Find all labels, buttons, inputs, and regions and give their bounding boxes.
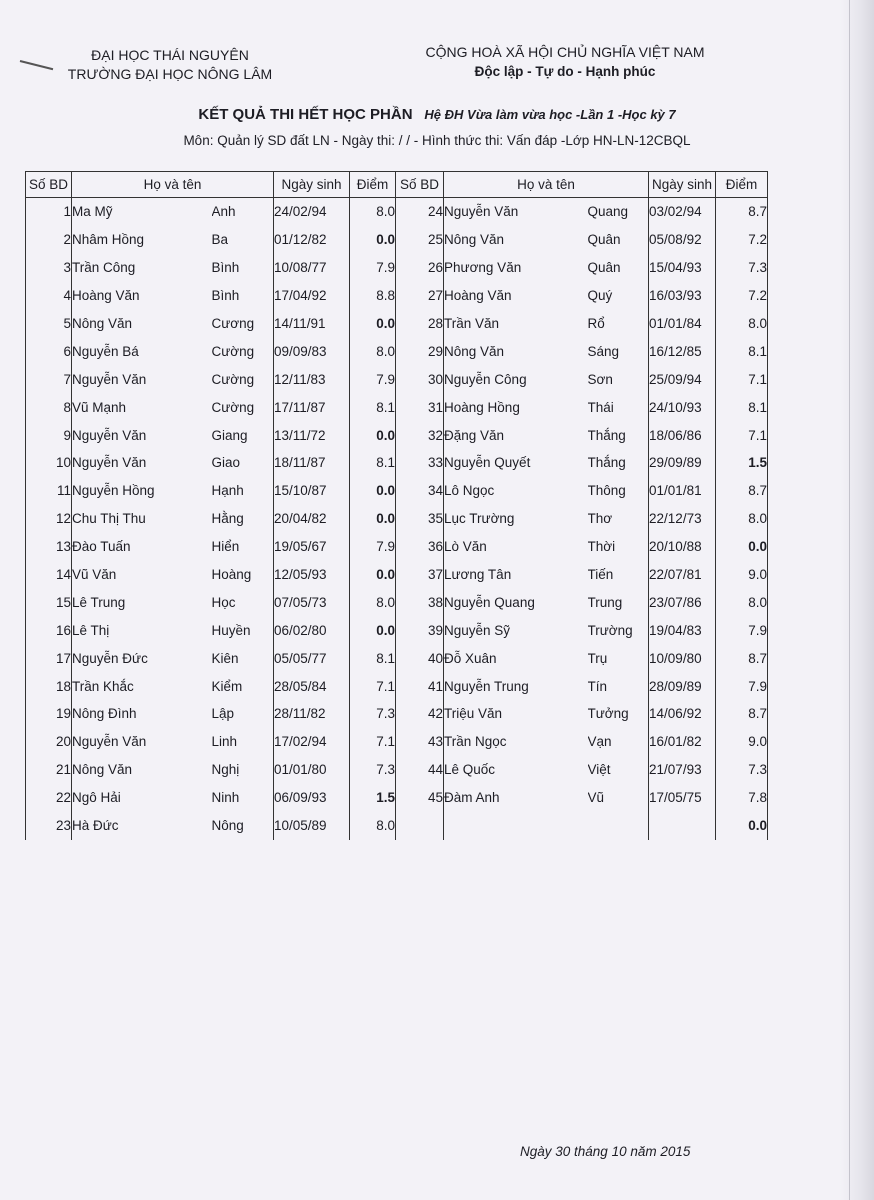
cell-sbd: 26 xyxy=(396,254,444,282)
cell-last: Nguyễn Quang xyxy=(444,588,588,616)
cell-last: Nhâm Hồng xyxy=(72,226,212,254)
cell-sbd: 3 xyxy=(26,254,72,282)
cell-last: Chu Thị Thu xyxy=(72,505,212,533)
cell-dob: 22/07/81 xyxy=(649,561,716,589)
cell-last: Hà Đức xyxy=(72,812,212,840)
cell-score: 0.0 xyxy=(350,310,396,338)
cell-dob: 16/03/93 xyxy=(649,282,716,310)
table-row xyxy=(26,505,768,533)
cell-last: Lê Quốc xyxy=(444,756,588,784)
cell-first: Lập xyxy=(212,700,274,728)
cell-last: Đàm Anh xyxy=(444,784,588,812)
cell-score: 1.5 xyxy=(716,449,768,477)
cell-score: 8.8 xyxy=(350,282,396,310)
cell-dob: 24/02/94 xyxy=(274,198,350,226)
cell-first: Thắng xyxy=(588,421,649,449)
cell-last: Đặng Văn xyxy=(444,421,588,449)
cell-last: Nông Văn xyxy=(444,226,588,254)
cell-score: 8.0 xyxy=(716,588,768,616)
cell-score: 8.0 xyxy=(716,310,768,338)
cell-first: Quang xyxy=(588,198,649,226)
cell-sbd xyxy=(396,812,444,840)
cell-dob: 29/09/89 xyxy=(649,449,716,477)
university-name: ĐẠI HỌC THÁI NGUYÊN xyxy=(91,47,249,63)
cell-first: Thắng xyxy=(588,449,649,477)
country-name: CỘNG HOÀ XÃ HỘI CHỦ NGHĨA VIỆT NAM xyxy=(425,44,705,60)
cell-last: Nguyễn Hồng xyxy=(72,477,212,505)
table-row xyxy=(26,282,768,310)
cell-dob: 10/09/80 xyxy=(649,644,716,672)
cell-score: 8.7 xyxy=(716,644,768,672)
table-row xyxy=(26,812,768,840)
cell-first: Việt xyxy=(588,756,649,784)
cell-sbd: 44 xyxy=(396,756,444,784)
cell-dob: 16/01/82 xyxy=(649,728,716,756)
cell-dob: 01/01/81 xyxy=(649,477,716,505)
cell-first: Cường xyxy=(212,393,274,421)
cell-last: Vũ Mạnh xyxy=(72,393,212,421)
cell-sbd: 6 xyxy=(26,337,72,365)
table-row xyxy=(26,700,768,728)
cell-first: Trung xyxy=(588,588,649,616)
cell-dob: 17/11/87 xyxy=(274,393,350,421)
cell-score: 0.0 xyxy=(716,533,768,561)
cell-last: Hoàng Văn xyxy=(444,282,588,310)
cell-first: Nghị xyxy=(212,756,274,784)
col-header-sbd: Số BD xyxy=(26,172,72,198)
cell-score: 7.3 xyxy=(716,254,768,282)
cell-last: Nguyễn Văn xyxy=(72,728,212,756)
cell-dob: 28/09/89 xyxy=(649,672,716,700)
cell-last: Nguyễn Văn xyxy=(444,198,588,226)
table-row xyxy=(26,616,768,644)
cell-score: 8.7 xyxy=(716,198,768,226)
cell-last: Ngô Hải xyxy=(72,784,212,812)
cell-dob: 22/12/73 xyxy=(649,505,716,533)
cell-score: 7.1 xyxy=(350,672,396,700)
cell-first: Sáng xyxy=(588,337,649,365)
cell-last: Phương Văn xyxy=(444,254,588,282)
col-header-dob: Ngày sinh xyxy=(649,172,716,198)
table-row xyxy=(26,561,768,589)
results-table xyxy=(25,171,768,840)
cell-first: Thời xyxy=(588,533,649,561)
cell-first: Kiểm xyxy=(212,672,274,700)
col-header-name: Họ và tên xyxy=(72,172,274,198)
cell-dob: 13/11/72 xyxy=(274,421,350,449)
cell-score: 8.1 xyxy=(350,449,396,477)
table-body xyxy=(26,198,768,840)
national-header xyxy=(400,42,730,82)
cell-sbd: 22 xyxy=(26,784,72,812)
cell-sbd: 8 xyxy=(26,393,72,421)
cell-score: 0.0 xyxy=(350,616,396,644)
cell-sbd: 23 xyxy=(26,812,72,840)
cell-score: 7.9 xyxy=(716,672,768,700)
cell-dob: 10/05/89 xyxy=(274,812,350,840)
cell-first: Cường xyxy=(212,337,274,365)
document-title xyxy=(0,106,874,123)
cell-score: 7.2 xyxy=(716,226,768,254)
cell-first: Cương xyxy=(212,310,274,338)
cell-score: 0.0 xyxy=(350,421,396,449)
title-sub: Hệ ĐH Vừa làm vừa học -Lần 1 -Học kỳ 7 xyxy=(424,107,676,122)
cell-first: Giang xyxy=(212,421,274,449)
col-header-sbd: Số BD xyxy=(396,172,444,198)
cell-first: Thái xyxy=(588,393,649,421)
cell-score: 8.1 xyxy=(350,644,396,672)
cell-dob: 28/11/82 xyxy=(274,700,350,728)
cell-sbd: 14 xyxy=(26,561,72,589)
table-row xyxy=(26,421,768,449)
cell-last: Nguyễn Bá xyxy=(72,337,212,365)
cell-dob: 24/10/93 xyxy=(649,393,716,421)
cell-sbd: 10 xyxy=(26,449,72,477)
cell-sbd: 20 xyxy=(26,728,72,756)
cell-dob: 14/11/91 xyxy=(274,310,350,338)
table-row xyxy=(26,644,768,672)
cell-dob: 06/09/93 xyxy=(274,784,350,812)
cell-score: 7.9 xyxy=(350,533,396,561)
cell-last: Lê Trung xyxy=(72,588,212,616)
table-row xyxy=(26,393,768,421)
cell-dob: 17/02/94 xyxy=(274,728,350,756)
cell-score: 9.0 xyxy=(716,561,768,589)
cell-first: Vũ xyxy=(588,784,649,812)
cell-score: 7.9 xyxy=(350,254,396,282)
cell-sbd: 12 xyxy=(26,505,72,533)
cell-score: 8.0 xyxy=(350,337,396,365)
cell-sbd: 37 xyxy=(396,561,444,589)
col-header-score: Điểm xyxy=(350,172,396,198)
cell-first: Tín xyxy=(588,672,649,700)
cell-dob: 15/10/87 xyxy=(274,477,350,505)
cell-last: Trần Khắc xyxy=(72,672,212,700)
cell-sbd: 1 xyxy=(26,198,72,226)
cell-last: Vũ Văn xyxy=(72,561,212,589)
table-row xyxy=(26,226,768,254)
cell-dob: 05/08/92 xyxy=(649,226,716,254)
cell-sbd: 34 xyxy=(396,477,444,505)
cell-dob: 01/01/80 xyxy=(274,756,350,784)
cell-sbd: 15 xyxy=(26,588,72,616)
cell-dob: 14/06/92 xyxy=(649,700,716,728)
table-row xyxy=(26,728,768,756)
col-header-name: Họ và tên xyxy=(444,172,649,198)
cell-sbd: 24 xyxy=(396,198,444,226)
cell-score: 7.8 xyxy=(716,784,768,812)
cell-last: Nguyễn Văn xyxy=(72,421,212,449)
table-row xyxy=(26,449,768,477)
cell-first: Tiến xyxy=(588,561,649,589)
cell-last: Hoàng Văn xyxy=(72,282,212,310)
cell-sbd: 43 xyxy=(396,728,444,756)
cell-last: Nông Văn xyxy=(72,310,212,338)
cell-score: 8.0 xyxy=(716,505,768,533)
cell-first: Hằng xyxy=(212,505,274,533)
table-row xyxy=(26,254,768,282)
cell-score: 7.3 xyxy=(350,756,396,784)
national-motto: Độc lập - Tự do - Hạnh phúc xyxy=(474,64,656,79)
cell-sbd: 13 xyxy=(26,533,72,561)
cell-first: Linh xyxy=(212,728,274,756)
cell-sbd: 25 xyxy=(396,226,444,254)
cell-score: 0.0 xyxy=(350,561,396,589)
cell-last: Nguyễn Văn xyxy=(72,365,212,393)
table-row xyxy=(26,337,768,365)
col-header-dob: Ngày sinh xyxy=(274,172,350,198)
cell-sbd: 45 xyxy=(396,784,444,812)
cell-first: Ba xyxy=(212,226,274,254)
cell-score: 8.1 xyxy=(350,393,396,421)
cell-sbd: 29 xyxy=(396,337,444,365)
cell-first: Vạn xyxy=(588,728,649,756)
cell-score: 1.5 xyxy=(350,784,396,812)
cell-sbd: 27 xyxy=(396,282,444,310)
cell-last: Nông Đình xyxy=(72,700,212,728)
cell-first: Sơn xyxy=(588,365,649,393)
cell-dob: 23/07/86 xyxy=(649,588,716,616)
page-edge-shadow xyxy=(840,0,874,1200)
cell-last: Lô Ngọc xyxy=(444,477,588,505)
school-name: TRƯỜNG ĐẠI HỌC NÔNG LÂM xyxy=(67,66,273,82)
cell-sbd: 36 xyxy=(396,533,444,561)
cell-score: 8.0 xyxy=(350,588,396,616)
cell-dob: 15/04/93 xyxy=(649,254,716,282)
table-row xyxy=(26,784,768,812)
institution-header xyxy=(40,46,300,84)
cell-sbd: 18 xyxy=(26,672,72,700)
cell-last: Lê Thị xyxy=(72,616,212,644)
cell-sbd: 5 xyxy=(26,310,72,338)
cell-sbd: 39 xyxy=(396,616,444,644)
cell-score: 8.1 xyxy=(716,337,768,365)
cell-score: 8.7 xyxy=(716,700,768,728)
cell-first: Quân xyxy=(588,226,649,254)
cell-last: Ma Mỹ xyxy=(72,198,212,226)
cell-dob: 19/04/83 xyxy=(649,616,716,644)
cell-first: Bình xyxy=(212,254,274,282)
table-row xyxy=(26,533,768,561)
cell-sbd: 38 xyxy=(396,588,444,616)
cell-sbd: 16 xyxy=(26,616,72,644)
cell-last: Triệu Văn xyxy=(444,700,588,728)
cell-last: Hoàng Hồng xyxy=(444,393,588,421)
cell-first: Hoàng xyxy=(212,561,274,589)
cell-score: 7.3 xyxy=(350,700,396,728)
cell-sbd: 31 xyxy=(396,393,444,421)
table-row xyxy=(26,588,768,616)
cell-last: Lò Văn xyxy=(444,533,588,561)
cell-last: Nguyễn Công xyxy=(444,365,588,393)
cell-first: Giao xyxy=(212,449,274,477)
cell-score: 0.0 xyxy=(350,226,396,254)
table-row xyxy=(26,477,768,505)
cell-dob xyxy=(649,812,716,840)
cell-dob: 01/01/84 xyxy=(649,310,716,338)
cell-last: Đỗ Xuân xyxy=(444,644,588,672)
cell-score: 7.1 xyxy=(716,365,768,393)
cell-dob: 03/02/94 xyxy=(649,198,716,226)
table-row xyxy=(26,310,768,338)
cell-sbd: 30 xyxy=(396,365,444,393)
cell-first: Thơ xyxy=(588,505,649,533)
cell-first: Cường xyxy=(212,365,274,393)
cell-dob: 17/04/92 xyxy=(274,282,350,310)
cell-last: Nông Văn xyxy=(72,756,212,784)
cell-dob: 16/12/85 xyxy=(649,337,716,365)
col-header-score: Điểm xyxy=(716,172,768,198)
cell-score: 7.1 xyxy=(350,728,396,756)
cell-last: Trần Ngọc xyxy=(444,728,588,756)
cell-score: 8.0 xyxy=(350,198,396,226)
cell-score: 7.9 xyxy=(350,365,396,393)
cell-first: Học xyxy=(212,588,274,616)
cell-dob: 10/08/77 xyxy=(274,254,350,282)
cell-dob: 12/05/93 xyxy=(274,561,350,589)
cell-dob: 05/05/77 xyxy=(274,644,350,672)
cell-dob: 09/09/83 xyxy=(274,337,350,365)
cell-sbd: 2 xyxy=(26,226,72,254)
cell-first: Kiên xyxy=(212,644,274,672)
cell-sbd: 11 xyxy=(26,477,72,505)
cell-score: 8.1 xyxy=(716,393,768,421)
cell-score: 8.7 xyxy=(716,477,768,505)
cell-last: Đào Tuấn xyxy=(72,533,212,561)
cell-dob: 06/02/80 xyxy=(274,616,350,644)
cell-sbd: 28 xyxy=(396,310,444,338)
table-row xyxy=(26,672,768,700)
table-row xyxy=(26,756,768,784)
cell-dob: 17/05/75 xyxy=(649,784,716,812)
table-row xyxy=(26,365,768,393)
cell-first: Anh xyxy=(212,198,274,226)
cell-last: Nguyễn Sỹ xyxy=(444,616,588,644)
cell-first: Trường xyxy=(588,616,649,644)
cell-first: Quý xyxy=(588,282,649,310)
cell-dob: 20/10/88 xyxy=(649,533,716,561)
cell-first xyxy=(588,812,649,840)
cell-sbd: 17 xyxy=(26,644,72,672)
cell-sbd: 4 xyxy=(26,282,72,310)
cell-first: Hạnh xyxy=(212,477,274,505)
cell-dob: 20/04/82 xyxy=(274,505,350,533)
table-row xyxy=(26,198,768,226)
cell-sbd: 41 xyxy=(396,672,444,700)
cell-dob: 25/09/94 xyxy=(649,365,716,393)
cell-sbd: 35 xyxy=(396,505,444,533)
cell-last: Nguyễn Trung xyxy=(444,672,588,700)
cell-last xyxy=(444,812,588,840)
cell-score: 0.0 xyxy=(350,477,396,505)
cell-dob: 19/05/67 xyxy=(274,533,350,561)
cell-dob: 18/11/87 xyxy=(274,449,350,477)
cell-score: 0.0 xyxy=(716,812,768,840)
cell-score: 9.0 xyxy=(716,728,768,756)
cell-first: Trụ xyxy=(588,644,649,672)
cell-first: Ninh xyxy=(212,784,274,812)
cell-first: Bình xyxy=(212,282,274,310)
cell-dob: 12/11/83 xyxy=(274,365,350,393)
cell-sbd: 32 xyxy=(396,421,444,449)
table-header-row xyxy=(26,172,768,198)
cell-first: Rổ xyxy=(588,310,649,338)
signature-date: Ngày 30 tháng 10 năm 2015 xyxy=(520,1144,691,1159)
cell-first: Huyền xyxy=(212,616,274,644)
cell-sbd: 40 xyxy=(396,644,444,672)
cell-score: 7.2 xyxy=(716,282,768,310)
exam-info: Môn: Quản lý SD đất LN - Ngày thi: / / - Hình thức thi: Vấn đáp -Lớp HN-LN-12CBQL xyxy=(183,133,691,148)
cell-last: Nông Văn xyxy=(444,337,588,365)
cell-score: 7.3 xyxy=(716,756,768,784)
cell-last: Trần Công xyxy=(72,254,212,282)
cell-dob: 28/05/84 xyxy=(274,672,350,700)
cell-last: Lục Trường xyxy=(444,505,588,533)
cell-last: Lương Tân xyxy=(444,561,588,589)
cell-dob: 21/07/93 xyxy=(649,756,716,784)
cell-dob: 01/12/82 xyxy=(274,226,350,254)
cell-first: Quân xyxy=(588,254,649,282)
cell-first: Hiển xyxy=(212,533,274,561)
cell-score: 0.0 xyxy=(350,505,396,533)
cell-first: Nông xyxy=(212,812,274,840)
cell-dob: 18/06/86 xyxy=(649,421,716,449)
page-edge-line xyxy=(849,0,850,1200)
cell-last: Nguyễn Văn xyxy=(72,449,212,477)
cell-dob: 07/05/73 xyxy=(274,588,350,616)
cell-score: 7.1 xyxy=(716,421,768,449)
cell-sbd: 19 xyxy=(26,700,72,728)
cell-first: Tưởng xyxy=(588,700,649,728)
cell-sbd: 33 xyxy=(396,449,444,477)
cell-last: Trần Văn xyxy=(444,310,588,338)
cell-score: 8.0 xyxy=(350,812,396,840)
cell-first: Thông xyxy=(588,477,649,505)
title-main: KẾT QUẢ THI HẾT HỌC PHẦN xyxy=(198,106,413,123)
cell-sbd: 21 xyxy=(26,756,72,784)
cell-sbd: 7 xyxy=(26,365,72,393)
cell-last: Nguyễn Đức xyxy=(72,644,212,672)
cell-sbd: 9 xyxy=(26,421,72,449)
cell-last: Nguyễn Quyết xyxy=(444,449,588,477)
cell-sbd: 42 xyxy=(396,700,444,728)
cell-score: 7.9 xyxy=(716,616,768,644)
